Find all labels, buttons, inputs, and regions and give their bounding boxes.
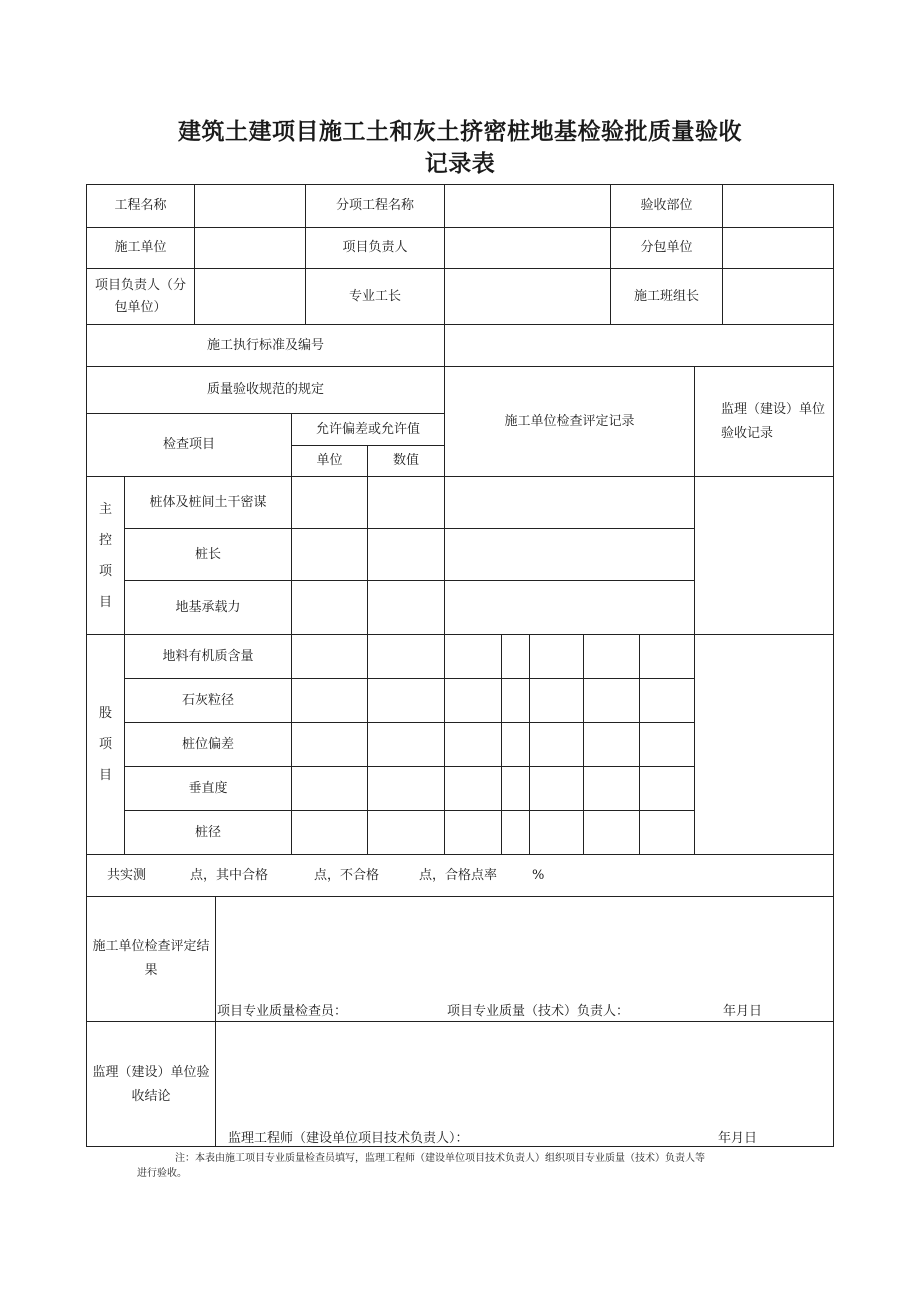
construction-result-label-a: 施工单位检查评定结 bbox=[92, 939, 210, 954]
general-item-organic-content: 地料有机质含量 bbox=[125, 635, 292, 679]
summary-text-b: 点，其中合格 bbox=[190, 868, 269, 883]
supervision-record-header-a: 监理（建设）单位 bbox=[721, 401, 826, 417]
summary-text-e: % bbox=[532, 868, 545, 883]
construction-unit-label: 施工单位 bbox=[87, 228, 195, 269]
general-record-cell-1[interactable] bbox=[445, 679, 502, 723]
subcontract-unit-label: 分包单位 bbox=[611, 228, 723, 269]
project-name-label: 工程名称 bbox=[87, 185, 195, 228]
main-item-pile-length: 桩长 bbox=[125, 529, 292, 581]
standard-field[interactable] bbox=[445, 325, 834, 367]
project-name-field[interactable] bbox=[195, 185, 306, 228]
construction-result-label bbox=[87, 897, 216, 1022]
standard-label: 施工执行标准及编号 bbox=[87, 325, 445, 367]
general-record-cell-5[interactable] bbox=[640, 811, 695, 855]
construction-record-header: 施工单位检查评定记录 bbox=[445, 367, 695, 477]
main-item-unit-cell[interactable] bbox=[292, 477, 368, 529]
construction-date-label: 年月日 bbox=[723, 1004, 763, 1019]
sub-manager-label bbox=[87, 269, 195, 325]
summary-text-c: 点，不合格 bbox=[314, 868, 380, 883]
main-item-record-cell[interactable] bbox=[445, 477, 695, 529]
supervision-result-label-a: 监理（建设）单位验 bbox=[92, 1064, 210, 1080]
supervision-record-header-b: 验收记录 bbox=[721, 425, 774, 441]
main-item-unit-cell[interactable] bbox=[292, 529, 368, 581]
summary-text-a: 共实测 bbox=[107, 868, 147, 883]
main-control-char-3: 项 bbox=[98, 563, 112, 579]
general-item-value-cell[interactable] bbox=[368, 767, 445, 811]
general-record-cell-3[interactable] bbox=[530, 723, 584, 767]
main-item-dry-density: 桩体及桩间土干密谋 bbox=[125, 477, 292, 529]
general-record-cell-2[interactable] bbox=[502, 811, 530, 855]
general-record-cell-3[interactable] bbox=[530, 679, 584, 723]
construction-result-area[interactable] bbox=[216, 897, 834, 1022]
general-record-cell-1[interactable] bbox=[445, 723, 502, 767]
regulation-header: 质量验收规范的规定 bbox=[87, 367, 445, 414]
general-record-cell-1[interactable] bbox=[445, 811, 502, 855]
general-record-cell-3[interactable] bbox=[530, 767, 584, 811]
supervision-result-area[interactable] bbox=[216, 1022, 834, 1147]
main-item-value-cell[interactable] bbox=[368, 477, 445, 529]
general-item-value-cell[interactable] bbox=[368, 811, 445, 855]
general-item-value-cell[interactable] bbox=[368, 635, 445, 679]
general-char-1: 股 bbox=[98, 706, 112, 721]
main-control-char-2: 控 bbox=[98, 532, 112, 548]
construction-unit-field[interactable] bbox=[195, 228, 306, 269]
general-record-cell-2[interactable] bbox=[502, 767, 530, 811]
sub-manager-label-a: 项目负责人（分 bbox=[94, 277, 186, 293]
acceptance-part-field[interactable] bbox=[723, 185, 834, 228]
main-item-record-cell[interactable] bbox=[445, 581, 695, 635]
tolerance-header: 允许偏差或允许值 bbox=[292, 414, 445, 446]
general-record-cell-4[interactable] bbox=[584, 811, 640, 855]
inspection-record-form bbox=[86, 184, 834, 1147]
supervision-date-label: 年月日 bbox=[718, 1131, 758, 1146]
main-control-label bbox=[87, 477, 125, 635]
general-record-cell-1[interactable] bbox=[445, 635, 502, 679]
general-record-cell-5[interactable] bbox=[640, 679, 695, 723]
general-record-cell-5[interactable] bbox=[640, 767, 695, 811]
main-item-unit-cell[interactable] bbox=[292, 581, 368, 635]
general-record-cell-3[interactable] bbox=[530, 635, 584, 679]
general-item-unit-cell[interactable] bbox=[292, 723, 368, 767]
general-item-pile-diameter: 桩径 bbox=[125, 811, 292, 855]
acceptance-part-label: 验收部位 bbox=[611, 185, 723, 228]
general-item-unit-cell[interactable] bbox=[292, 635, 368, 679]
subcontract-unit-field[interactable] bbox=[723, 228, 834, 269]
quality-inspector-label: 项目专业质量检查员： bbox=[217, 1004, 348, 1019]
unit-header: 单位 bbox=[292, 446, 368, 477]
general-record-cell-2[interactable] bbox=[502, 679, 530, 723]
main-control-supervision-cell[interactable] bbox=[695, 477, 834, 635]
general-record-cell-5[interactable] bbox=[640, 635, 695, 679]
general-item-unit-cell[interactable] bbox=[292, 679, 368, 723]
foreman-label: 专业工长 bbox=[306, 269, 445, 325]
supervising-engineer-label: 监理工程师（建设单位项目技术负责人）： bbox=[228, 1131, 469, 1146]
supervision-result-label bbox=[87, 1022, 216, 1147]
general-char-2: 项 bbox=[98, 737, 112, 752]
supervision-record-header bbox=[695, 367, 834, 477]
main-item-bearing-capacity: 地基承载力 bbox=[125, 581, 292, 635]
general-record-cell-3[interactable] bbox=[530, 811, 584, 855]
construction-result-label-b: 果 bbox=[144, 963, 158, 978]
foreman-field[interactable] bbox=[445, 269, 611, 325]
main-item-value-cell[interactable] bbox=[368, 581, 445, 635]
project-manager-label: 项目负责人 bbox=[306, 228, 445, 269]
team-leader-label: 施工班组长 bbox=[611, 269, 723, 325]
main-control-char-1: 主 bbox=[98, 501, 112, 517]
supervision-result-label-b: 收结论 bbox=[131, 1088, 171, 1104]
summary-row bbox=[87, 855, 834, 897]
general-record-cell-4[interactable] bbox=[584, 767, 640, 811]
general-char-3: 目 bbox=[98, 768, 112, 783]
general-record-cell-4[interactable] bbox=[584, 635, 640, 679]
value-header: 数值 bbox=[368, 446, 445, 477]
general-record-cell-4[interactable] bbox=[584, 679, 640, 723]
general-label bbox=[87, 635, 125, 855]
general-item-lime-grain-size: 石灰粒径 bbox=[125, 679, 292, 723]
main-control-char-4: 目 bbox=[98, 594, 112, 610]
check-item-header: 检查项目 bbox=[87, 414, 292, 477]
footnote-line1: 注：本表由施工项目专业质量检查员填写，监理工程师（建设单位项目技术负责人）组织项目专业质量（技术）负责人等 bbox=[175, 1153, 705, 1164]
team-leader-field[interactable] bbox=[723, 269, 834, 325]
sub-manager-label-b: 包单位） bbox=[114, 299, 167, 315]
general-item-unit-cell[interactable] bbox=[292, 767, 368, 811]
general-record-cell-2[interactable] bbox=[502, 635, 530, 679]
main-item-record-cell[interactable] bbox=[445, 529, 695, 581]
general-item-value-cell[interactable] bbox=[368, 679, 445, 723]
tech-manager-label: 项目专业质量（技术）负责人： bbox=[447, 1004, 630, 1019]
general-record-cell-4[interactable] bbox=[584, 723, 640, 767]
project-manager-field[interactable] bbox=[445, 228, 611, 269]
general-item-verticality: 垂直度 bbox=[125, 767, 292, 811]
general-item-unit-cell[interactable] bbox=[292, 811, 368, 855]
main-item-value-cell[interactable] bbox=[368, 529, 445, 581]
footnote-line2: 进行验收。 bbox=[137, 1168, 187, 1179]
general-record-cell-5[interactable] bbox=[640, 723, 695, 767]
form-title-line2: 记录表 bbox=[424, 151, 496, 177]
general-supervision-cell[interactable] bbox=[695, 635, 834, 855]
form-title: 建筑土建项目施工土和灰土挤密桩地基检验批质量验收 bbox=[178, 119, 742, 145]
general-item-value-cell[interactable] bbox=[368, 723, 445, 767]
sub-manager-field[interactable] bbox=[195, 269, 306, 325]
general-record-cell-1[interactable] bbox=[445, 767, 502, 811]
general-item-pile-position-deviation: 桩位偏差 bbox=[125, 723, 292, 767]
general-record-cell-2[interactable] bbox=[502, 723, 530, 767]
summary-text-d: 点，合格点率 bbox=[419, 868, 498, 883]
sub-project-name-field[interactable] bbox=[445, 185, 611, 228]
sub-project-name-label: 分项工程名称 bbox=[306, 185, 445, 228]
